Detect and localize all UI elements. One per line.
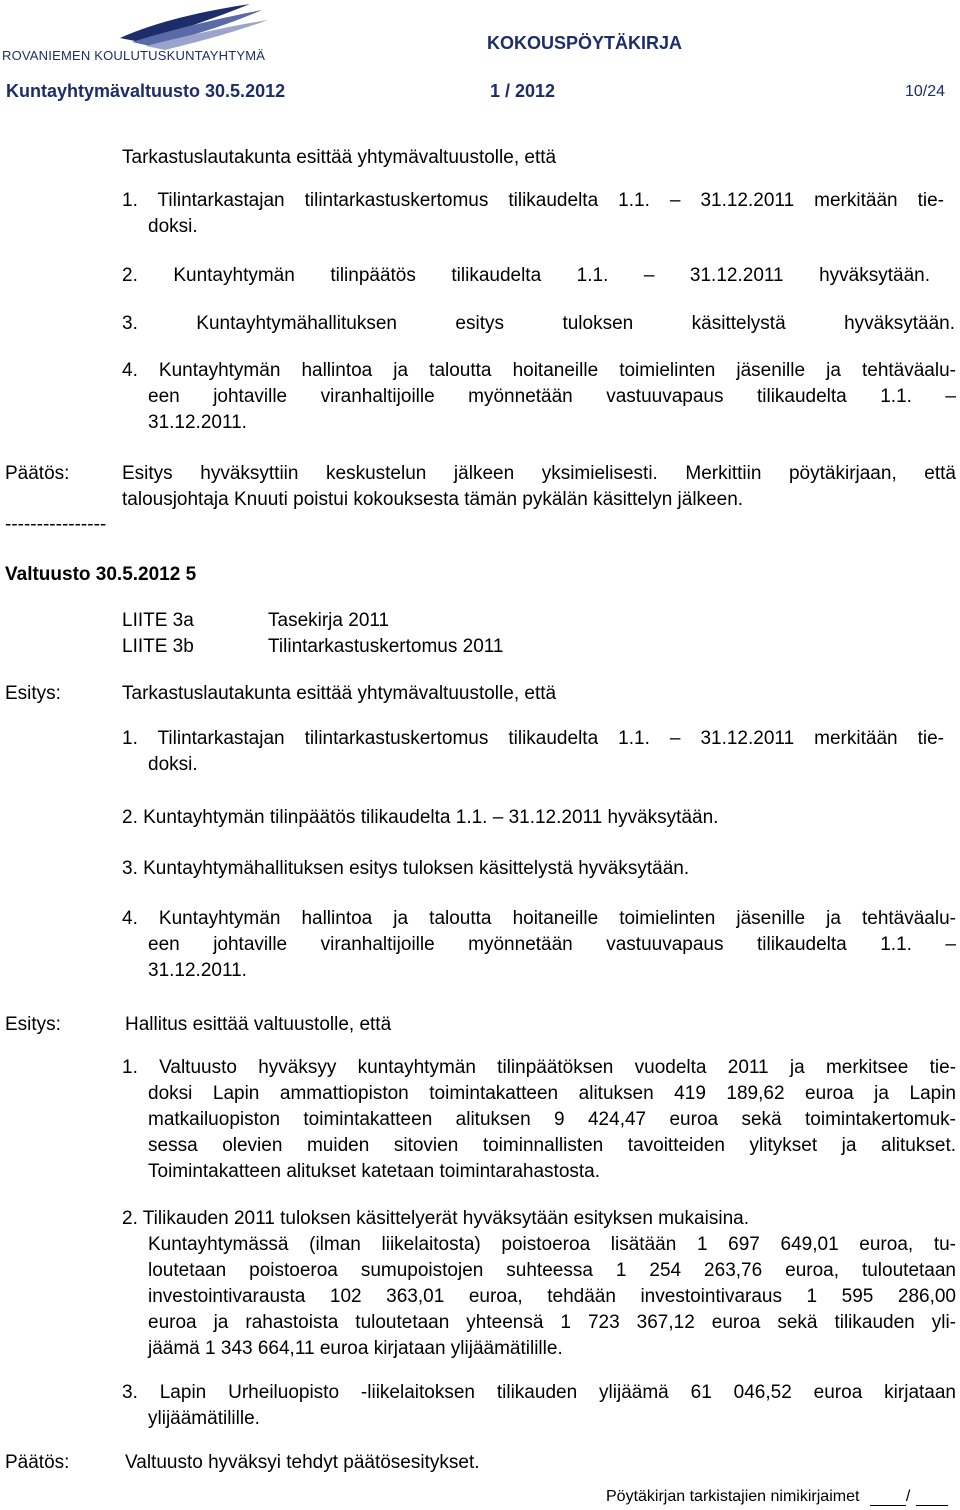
point2-line1: 2. Tilikauden 2011 tuloksen käsittelyerät hyväksytään esityksen mukaisina. [122, 1208, 749, 1229]
item4-line2: een johtaville viranhaltijoille myönnetään vastuuvapaus tilikaudelta 1.1. – [148, 386, 956, 407]
decision-label: Päätös: [5, 463, 70, 484]
point2-line2: Kuntayhtymässä (ilman liikelaitosta) poistoeroa lisätään 1 697 649,01 euroa, tu- [148, 1234, 956, 1255]
organization-logo [0, 2, 340, 64]
decision-line1: Esitys hyväksyttiin keskustelun jälkeen yksimielisesti. Merkittiin pöytäkirjaan, että [122, 463, 956, 484]
item3-line1: 3. Kuntayhtymähallituksen esitys tuloksen käsittelystä hyväksytään. [122, 313, 955, 334]
decision-line2: talousjohtaja Knuuti poistui kokouksesta tämän pykälän käsittelyn jälkeen. [122, 489, 744, 510]
point2-line4: investointivarausta 102 363,01 euroa, tehdään investointivaraus 1 595 286,00 [148, 1286, 956, 1307]
point2-line5: euroa ja rahastoista tuloutetaan yhteensä 1 723 367,12 euroa sekä tilikauden yli- [148, 1312, 956, 1333]
signature-label: Pöytäkirjan tarkistajien nimikirjaimet [606, 1488, 860, 1505]
organization-name: ROVANIEMEN KOULUTUSKUNTAYHTYMÄ [2, 48, 266, 63]
point1-line4: sessa olevien muiden sitovien toiminnallisten tavoitteiden ylitykset ja alitukset. [148, 1135, 956, 1156]
decision-label: Päätös: [5, 1452, 70, 1473]
signature-slash: / [905, 1488, 911, 1505]
item4-line1: 4. Kuntayhtymän hallintoa ja taloutta hoitaneille toimielinten jäsenille ja tehtäväalu- [122, 908, 956, 929]
proposal-intro: Hallitus esittää valtuustolle, että [125, 1014, 392, 1035]
point2-line6: jäämä 1 343 664,11 euroa kirjataan ylijäämätilille. [148, 1338, 563, 1359]
section-heading: Valtuusto 30.5.2012 5 [5, 564, 197, 585]
proposal-label: Esitys: [5, 1014, 61, 1035]
point1-line5: Toimintakatteen alitukset katetaan toimintarahastosta. [148, 1161, 601, 1182]
item4-line1: 4. Kuntayhtymän hallintoa ja taloutta hoitaneille toimielinten jäsenille ja tehtäväalu- [122, 360, 956, 381]
item1-line2: doksi. [148, 216, 198, 237]
attachment-code-2: LIITE 3b [122, 636, 194, 657]
item1-line1: 1. Tilintarkastajan tilintarkastuskertomus tilikaudelta 1.1. – 31.12.2011 merkitään tie- [122, 190, 944, 211]
attachment-title-2: Tilintarkastuskertomus 2011 [268, 636, 504, 657]
point1-line3: matkailuopiston toimintakatteen alituksen 9 424,47 euroa sekä toimintakertomuk- [148, 1109, 956, 1130]
item4-line3: 31.12.2011. [148, 960, 247, 981]
point1-line2: doksi Lapin ammattiopiston toimintakatteen alituksen 419 189,62 euroa ja Lapin [148, 1083, 956, 1104]
point2-line3: loutetaan poistoeroa sumupoistojen suhteessa 1 254 263,76 euroa, tuloutetaan [148, 1260, 956, 1281]
item2-line1: 2. Kuntayhtymän tilinpäätös tilikaudelta 1.1. – 31.12.2011 hyväksytään. [122, 265, 930, 286]
signature-blank-1 [870, 1491, 906, 1506]
decision-text: Valtuusto hyväksyi tehdyt päätösesitykset. [125, 1452, 480, 1473]
item1-line1: 1. Tilintarkastajan tilintarkastuskertomus tilikaudelta 1.1. – 31.12.2011 merkitään tie- [122, 728, 944, 749]
point3-line2: ylijäämätilille. [148, 1408, 260, 1429]
attachment-code-1: LIITE 3a [122, 610, 194, 631]
document-type-title: KOKOUSPÖYTÄKIRJA [487, 33, 683, 53]
separator: ---------------- [5, 514, 107, 535]
point3-line1: 3. Lapin Urheiluopisto -liikelaitoksen tilikauden ylijäämä 61 046,52 euroa kirjataan [122, 1382, 956, 1403]
page-number: 10/24 [905, 83, 946, 100]
item2-line1: 2. Kuntayhtymän tilinpäätös tilikaudelta 1.1. – 31.12.2011 hyväksytään. [122, 807, 719, 828]
meeting-issue: 1 / 2012 [490, 81, 556, 101]
item4-line3: 31.12.2011. [148, 412, 247, 433]
swoosh-logo-icon [120, 4, 268, 50]
signature-blank-2 [916, 1491, 948, 1506]
proposal-label: Esitys: [5, 683, 61, 704]
attachment-title-1: Tasekirja 2011 [268, 610, 390, 631]
proposal-intro: Tarkastuslautakunta esittää yhtymävaltuustolle, että [122, 147, 557, 168]
point1-line1: 1. Valtuusto hyväksyy kuntayhtymän tilinpäätöksen vuodelta 2011 ja merkitsee tie- [122, 1057, 956, 1078]
proposal-intro: Tarkastuslautakunta esittää yhtymävaltuustolle, että [122, 683, 557, 704]
signature-area [606, 1488, 948, 1506]
item4-line2: een johtaville viranhaltijoille myönnetään vastuuvapaus tilikaudelta 1.1. – [148, 934, 956, 955]
item3-line1: 3. Kuntayhtymähallituksen esitys tuloksen käsittelystä hyväksytään. [122, 858, 690, 879]
item1-line2: doksi. [148, 754, 198, 775]
meeting-name: Kuntayhtymävaltuusto 30.5.2012 [6, 81, 286, 101]
